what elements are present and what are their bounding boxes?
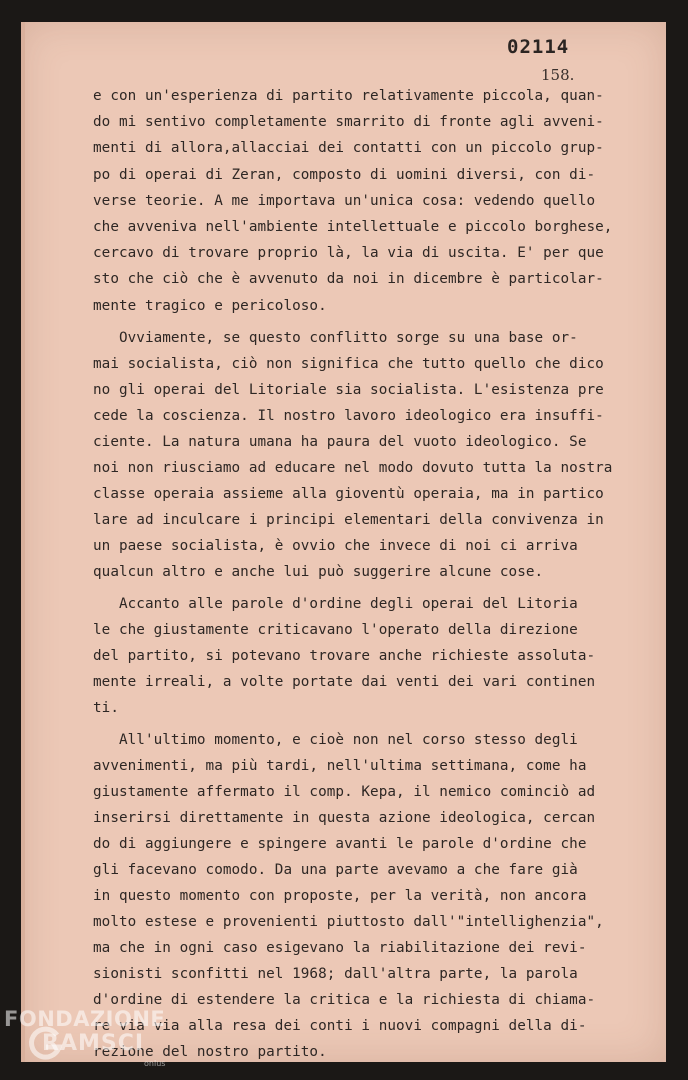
text-line: Accanto alle parole d'ordine degli operai del Litoria (93, 596, 578, 612)
text-line: verse teorie. A me importava un'unica cosa: vedendo quello (93, 193, 596, 209)
text-line: le che giustamente criticavano l'operato della direzione (93, 622, 578, 638)
text-line: del partito, si potevano trovare anche richieste assoluta- (93, 648, 596, 664)
text-line: Ovviamente, se questo conflitto sorge su una base or- (93, 330, 578, 346)
text-line: gli facevano comodo. Da una parte avevamo a che fare già (93, 862, 578, 878)
text-line: che avveniva nell'ambiente intellettuale e piccolo borghese, (93, 219, 613, 235)
watermark-line1: FONDAZIONE (4, 1007, 166, 1031)
text-line: un paese socialista, è ovvio che invece di noi ci arriva (93, 538, 578, 554)
text-line: do mi sentivo completamente smarrito di fronte agli avveni- (93, 114, 604, 130)
text-line: avvenimenti, ma più tardi, nell'ultima settimana, come ha (93, 758, 587, 774)
watermark-line2: RAMSCI (42, 1031, 145, 1056)
text-line: mente irreali, a volte portate dai venti dei vari continen (93, 674, 596, 690)
text-line: mai socialista, ciò non significa che tutto quello che dico (93, 356, 604, 372)
text-line: mente tragico e pericoloso. (93, 298, 327, 314)
text-line: All'ultimo momento, e cioè non nel corso stesso degli (93, 732, 578, 748)
text-line: lare ad inculcare i principi elementari della convivenza in (93, 512, 604, 528)
text-line: do di aggiungere e spingere avanti le parole d'ordine che (93, 836, 587, 852)
document-page (21, 22, 666, 1062)
text-line: re via via alla resa dei conti i nuovi compagni della di- (93, 1018, 587, 1034)
text-line: giustamente affermato il comp. Kepa, il nemico cominciò ad (93, 784, 596, 800)
text-line: noi non riusciamo ad educare nel modo dovuto tutta la nostra (93, 460, 613, 476)
page-number: 158. (541, 66, 575, 84)
text-line: in questo momento con proposte, per la verità, non ancora (93, 888, 587, 904)
fondazione-gramsci-watermark (2, 1003, 172, 1075)
text-line: d'ordine di estendere la critica e la richiesta di chiama- (93, 992, 596, 1008)
page-edge (21, 22, 25, 1062)
text-line: cercavo di trovare proprio là, la via di uscita. E' per que (93, 245, 604, 261)
text-line: po di operai di Zeran, composto di uomini diversi, con di- (93, 167, 596, 183)
archive-number: 02114 (507, 36, 570, 58)
text-line: molto estese e provenienti piuttosto dall'"intellighenzia", (93, 914, 604, 930)
text-line: ma che in ogni caso esigevano la riabilitazione dei revi- (93, 940, 587, 956)
text-line: rezione del nostro partito. (93, 1044, 327, 1060)
text-line: menti di allora,allacciai dei contatti con un piccolo grup- (93, 140, 604, 156)
text-line: sto che ciò che è avvenuto da noi in dicembre è particolar- (93, 271, 604, 287)
text-line: classe operaia assieme alla gioventù operaia, ma in partico (93, 486, 604, 502)
text-line: ciente. La natura umana ha paura del vuoto ideologico. Se (93, 434, 587, 450)
watermark-sub: onlus (144, 1059, 166, 1068)
text-line: qualcun altro e anche lui può suggerire alcune cose. (93, 564, 544, 580)
text-line: inserirsi direttamente in questa azione ideologica, cercan (93, 810, 596, 826)
text-line: no gli operai del Litoriale sia socialista. L'esistenza pre (93, 382, 604, 398)
text-line: e con un'esperienza di partito relativamente piccola, quan- (93, 88, 604, 104)
text-line: cede la coscienza. Il nostro lavoro ideologico era insuffi- (93, 408, 604, 424)
text-line: sionisti sconfitti nel 1968; dall'altra parte, la parola (93, 966, 578, 982)
text-line: ti. (93, 700, 119, 716)
